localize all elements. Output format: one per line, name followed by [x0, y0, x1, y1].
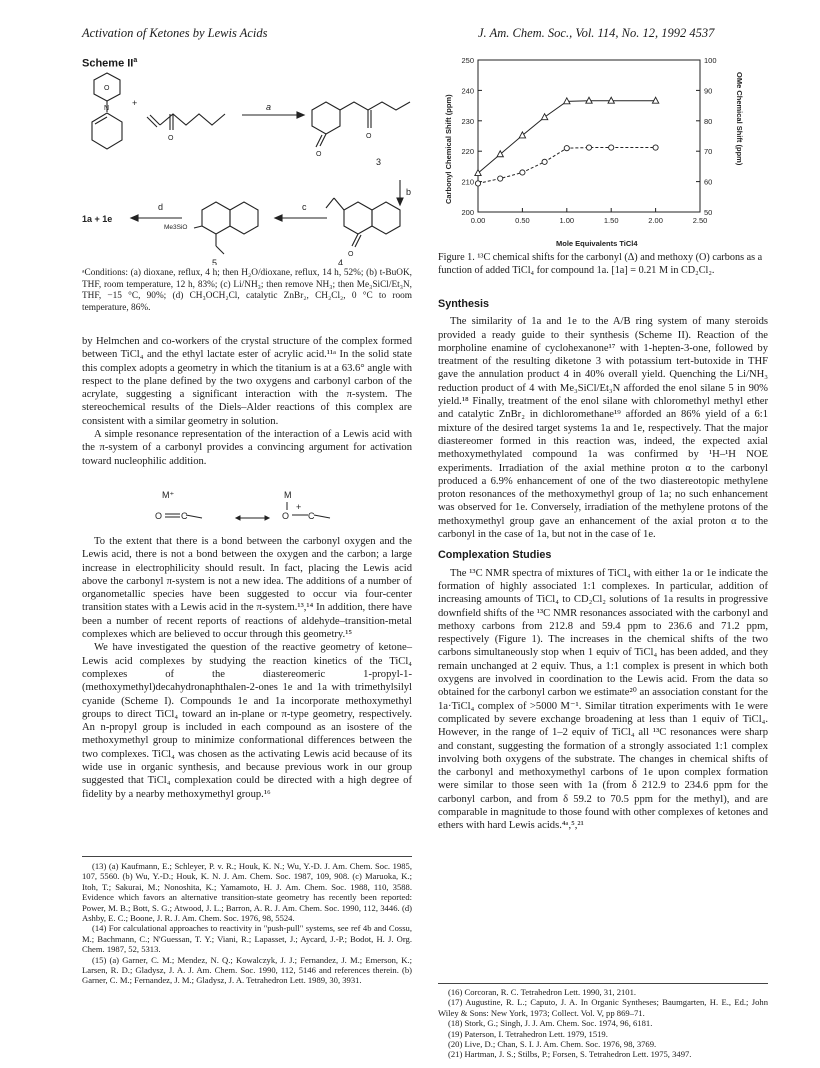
label-3: 3 [376, 157, 382, 167]
left-footnotes [82, 861, 412, 986]
silane-ring-a [202, 202, 230, 234]
footnote-rule-left [82, 856, 412, 857]
svg-text:O: O [282, 511, 290, 521]
footnote-18: (18) Stork, G.; Singh, J. J. Am. Chem. Soc. 1974, 96, 6181. [448, 1018, 653, 1029]
svg-text:O: O [104, 85, 110, 92]
enone-ring-b [372, 202, 400, 234]
x-tick-label: 0.00 [470, 216, 486, 225]
point-methoxy [475, 181, 480, 186]
y-tick-label: 240 [461, 86, 474, 96]
footnote-17: (17) Augustine, R. L.; Caputo, J. A. In Organic Syntheses; Baumgarten, H. E., Ed.; John Wiley & Sons: New York, 1973; Collect. Vol. V, pp 869–71. [438, 997, 768, 1018]
series-line-triangle [478, 101, 656, 173]
label-d: d [158, 202, 164, 212]
svg-text:O: O [168, 135, 174, 142]
x-tick-label: 1.50 [603, 216, 619, 225]
resonance-plus: + [296, 502, 302, 512]
y-tick-label: 250 [461, 56, 474, 65]
x-tick-label: 2.00 [648, 216, 663, 225]
label-4: 4 [338, 258, 344, 265]
para-complexation: The ¹³C NMR spectra of mixtures of TiCl₄ with either 1a or 1e indicate the formation of highly associated 1:1 complexes. In particular, addition of increasing amounts of TiCl₄ to CD₂Cl₂ solutions of 1a results in progressive downfield shifts of the ¹³C NMR resonances associated with the carbonyl and methoxy carbons from 212.8 and 59.4 ppm to 236.6 and 71.2 ppm, respectively (Figure 1). The increases in the chemical shifts of the two carbons simultaneously stop when 1 equiv of TiCl₄ has been added, and they remain unchanged at 2 equiv. Thus, a 1:1 complex is present in which both oxygens are involved in coordination to the Lewis acid. From the data so obtained for the carbonyl carbon we estimate²⁰ an association constant for the 1a·TiCl₄ complex of >5000 M⁻¹. Similar titration experiments with 1e were complicated by severe exchange broadening at less than 1 equiv of TiCl₄. However, in the range of 1–2 equiv of TiCl₄ all ¹³C resonances were sharp and constant, suggesting the formation of a strongly associated 1:1 complex involving both oxygens of the substrate. The changes in chemical shifts of the carbonyl and methoxymethyl carbons of 1e upon complex formation were similar to those seen with 1a (from δ 212.9 to 234.6 ppm for the carbonyl carbon, and from δ 59.2 to 70.5 ppm for the methyl), and are comparable in magnitude to those found with other complexes of ketones and ethers with hard Lewis acids.⁴ᵃ,⁵,²¹ [438, 567, 768, 832]
y-tick-label: 230 [461, 116, 474, 126]
point-carbonyl [519, 132, 525, 138]
point-carbonyl [541, 114, 547, 120]
series-line-circle [478, 148, 656, 184]
label-b: b [406, 187, 412, 197]
y2-tick-label: 100 [704, 56, 717, 65]
y2-tick-label: 90 [704, 86, 713, 96]
point-carbonyl [475, 170, 481, 176]
svg-text:O: O [316, 151, 322, 158]
point-methoxy [498, 176, 503, 181]
point-carbonyl [497, 151, 503, 157]
figure-1-chart [438, 52, 750, 252]
para-helmchen: by Helmchen and co-workers of the crystal structure of the complex formed between TiCl₄ and the ethyl lactate ester of acrylic acid.¹¹ᵃ In the solid state this complex adopts a geometry in which the titanium is at a 63.6° angle with respect to the plane defined by the two oxygens and carbonyl carbon of the acrylate, suggesting a significant interaction with the π-system. The stereochemical results of the Diels–Alder reactions of this complex are consistent with a similar geometry in solution. [82, 336, 412, 427]
point-methoxy [653, 145, 658, 150]
scheme-title: Scheme $II^a$ [82, 57, 138, 70]
footnote-rule-right [438, 983, 768, 984]
resonance-diagram [150, 488, 360, 530]
running-header-right: J. Am. Chem. Soc., Vol. 114, No. 12, 1992 4537 [478, 26, 715, 40]
x-axis-label: Mole Equivalents TiCl4 [556, 239, 638, 248]
running-header-left: Activation of Ketones by Lewis Acids [82, 26, 268, 40]
footnote-15: (15) (a) Garner, C. M.; Mendez, N. Q.; Kowalczyk, J. J.; Fernandez, J. M.; Emerson, K.; Larsen, R. D.; Gladysz, J. A. J. Am. Chem. Soc. 1990, 112, 5146 and references therein. (b) Garner, C. M.; Fernandez, J. M.; Gladysz, J. A. Tetrahedron Lett. 1989, 30, 3931. [82, 954, 412, 986]
label-c: c [302, 202, 307, 212]
right-column [438, 292, 768, 833]
label-a: a [266, 102, 272, 112]
figure-caption: Figure 1. ¹³C chemical shifts for the carbonyl (Δ) and methoxy (O) carbons as a function of added TiCl₄ for compound 1a. [1a] = 0.21 M in CD₂Cl₂. [438, 252, 763, 276]
point-methoxy [609, 145, 614, 150]
scheme-conditions: ᵃConditions: (a) dioxane, reflux, 4 h; then H₂O/dioxane, reflux, 14 h, 52%; (b) t-BuOK, THF, room temperature, 12 h, 83%; (c) Li/NH₃; then remove NH₃; then Me₃SiCl/Et₃N, THF, −15 °C, 90%; (d) CH₃OCH₂Cl, catalytic ZnBr₂, CH₂Cl₂, 0 °C to room temperature, 86%. [82, 268, 412, 313]
svg-text:O: O [366, 133, 372, 140]
svg-text:C: C [308, 511, 315, 521]
y-tick-label: 210 [461, 177, 474, 187]
footnote-21: (21) Hartman, J. S.; Stilbs, P.; Forsen, S. Tetrahedron Lett. 1975, 3497. [448, 1049, 692, 1060]
y-tick-label: 200 [461, 208, 474, 217]
x-tick-label: 0.50 [515, 216, 530, 225]
left-column-cont [82, 535, 412, 801]
plot-frame [478, 60, 700, 212]
para-synthesis: The similarity of 1a and 1e to the A/B ring system of many steroids provided a ready guide to their synthesis (Scheme II). Reaction of the morpholine enamine of cyclohexanone¹⁷ with 1-hepten-3-one, followed by treatment of the resulting diketone 3 with potassium tert-butoxide in THF gave the annulation product 4 in 40% overall yield. Quenching the Li/NH₃ reduction product of 4 with Me₃SiCl/Et₃N afforded the enol silane 5 in 90% yield.¹⁸ Finally, treatment of the enol silane with chloromethyl methyl ether and catalytic ZnBr₂ in dichloromethane¹⁹ afforded an 86% yield of a 6:1 mixture of the desired target systems 1a and 1e, respectively. That the major diastereomer formed in this reaction was, indeed, the expected axial methoxymethylated compound 1a was confirmed by ¹H–¹H NOE experiments. Irradiation of the axial methine proton α to the carbonyl produced a 6.9% enhancement of one of the two diastereotopic methylene proton resonances of the methoxymethyl group of 1a; no such enhancement was observed for 1e. Conversely, irradiation of the methylene protons of the methoxymethyl group gave an enhancement of the axial proton α to the carbonyl in the case of 1a, but not in the case of 1e. [438, 316, 768, 541]
footnote-13: (13) (a) Kaufmann, E.; Schleyer, P. v. R.; Houk, K. N.; Wu, Y.-D. J. Am. Chem. Soc. 1985, 107, 5560. (b) Wu, Y.-D.; Houk, K. N. J. Am. Chem. Soc. 1987, 109, 908. (c) Maruoka, K.; Itoh, T.; Sakurai, M.; Nonoshita, K.; Yamamoto, H. J. Am. Chem. Soc. 1988, 110, 3588. Evidence which favors an alternative transition-state geometry has recently been reported: Power, M. B.; Bott, S. G.; Atwood, J. L.; Barron, A. R. J. Am. Chem. Soc. 1990, 112, 3446. (d) Ashby, E. C.; Boone, J. R. J. Am. Chem. Soc. 1976, 98, 5524. [82, 861, 412, 924]
scheme-ii-drawing [82, 70, 417, 265]
complexation-heading: Complexation Studies [438, 549, 552, 562]
footnote-16: (16) Corcoran, R. C. Tetrahedron Lett. 1990, 31, 2101. [448, 987, 637, 997]
point-methoxy [520, 170, 525, 175]
x-tick-label: 2.50 [692, 216, 708, 225]
y-tick-label: 220 [461, 147, 474, 157]
right-footnotes [438, 987, 768, 1060]
para-investigation: We have investigated the question of the reactive geometry of ketone–Lewis acid complexes by studying the reaction kinetics of the TiCl₄ complexes of the diastereomeric 1-propyl-1-(methoxymethyl)decahydronaphthalen-2-ones 1e and 1a with trimethylsilyl cyanide (Scheme I). Compounds 1e and 1a incorporate methoxymethyl groups to direct TiCl₄ toward an in-plane or π-type geometry, respectively. An n-propyl group is included in each compound as an isostere of the methoxymethyl group to minimize conformational differences between the two complexes. TiCl₄ was chosen as the activating Lewis acid because of its wide use in organic synthesis, and because previous work in our group suggested that TiCl₄ complexation could be directed with a high degree of fidelity by a nearby methoxymethyl group.¹⁶ [82, 642, 412, 800]
lewis-acid-label-2: M [284, 490, 292, 500]
cyclohexene-ring [92, 113, 122, 149]
svg-text:C: C [181, 511, 188, 521]
label-1a-1e: 1a + 1e [82, 214, 113, 224]
silane-ring-b [230, 202, 258, 234]
svg-text:N: N [104, 105, 110, 112]
left-column [82, 335, 412, 468]
y2-tick-label: 60 [704, 177, 713, 187]
point-methoxy [586, 145, 591, 150]
svg-text:O: O [348, 251, 354, 258]
footnote-20: (20) Live, D.; Chan, S. I. J. Am. Chem. Soc. 1976, 98, 3769. [448, 1039, 657, 1050]
diketone-ring [312, 102, 340, 134]
y2-tick-label: 50 [704, 208, 713, 217]
scheme-plus: + [132, 98, 138, 108]
footnote-14: (14) For calculational approaches to reactivity in "push-pull" systems, see ref 4b and Cossu, M.; Bachmann, C.; N'Guessan, T. Y.; Viani, R.; Lapasset, J.; Aycard, J.-P.; Bodot, H. J. Org. Chem. 1987, 52, 5313. [82, 923, 412, 955]
point-methoxy [542, 159, 547, 164]
y-axis-label: Carbonyl Chemical Shift (ppm) [444, 94, 453, 204]
y2-tick-label: 80 [704, 116, 713, 126]
x-tick-label: 1.00 [559, 216, 575, 225]
silyl-label: Me3SiO [164, 224, 188, 231]
svg-text:O: O [155, 511, 163, 521]
y2-tick-label: 70 [704, 147, 713, 157]
lewis-acid-label-1: M⁺ [162, 490, 175, 500]
para-electrophilicity: To the extent that there is a bond between the carbonyl oxygen and the Lewis acid, there is not a bond between the oxygen and the carbon; a large increase in electrophilicity should result. In fact, placing the Lewis acid above the carbonyl π-system is not a new idea. The additions of a number of organometallic species have been suggested to occur via four-center transition states with a Lewis acid in the π-system.¹³,¹⁴ In addition, there have been a number of recent reports of reactions of aldehyde–transition-metal complexes which are believed to occur through this geometry.¹⁵ [82, 536, 412, 641]
synthesis-heading: Synthesis [438, 298, 490, 310]
footnote-19: (19) Paterson, I. Tetrahedron Lett. 1979, 1519. [448, 1028, 608, 1039]
enone-ring-a [344, 202, 372, 234]
y2-axis-label: OMe Chemical Shift (ppm) [735, 72, 744, 166]
point-methoxy [564, 146, 569, 151]
label-5: 5 [212, 258, 218, 265]
para-resonance: A simple resonance representation of the interaction of a Lewis acid with the π-system of a carbonyl provides a convincing argument for activation toward nucleophilic addition. [82, 429, 412, 467]
